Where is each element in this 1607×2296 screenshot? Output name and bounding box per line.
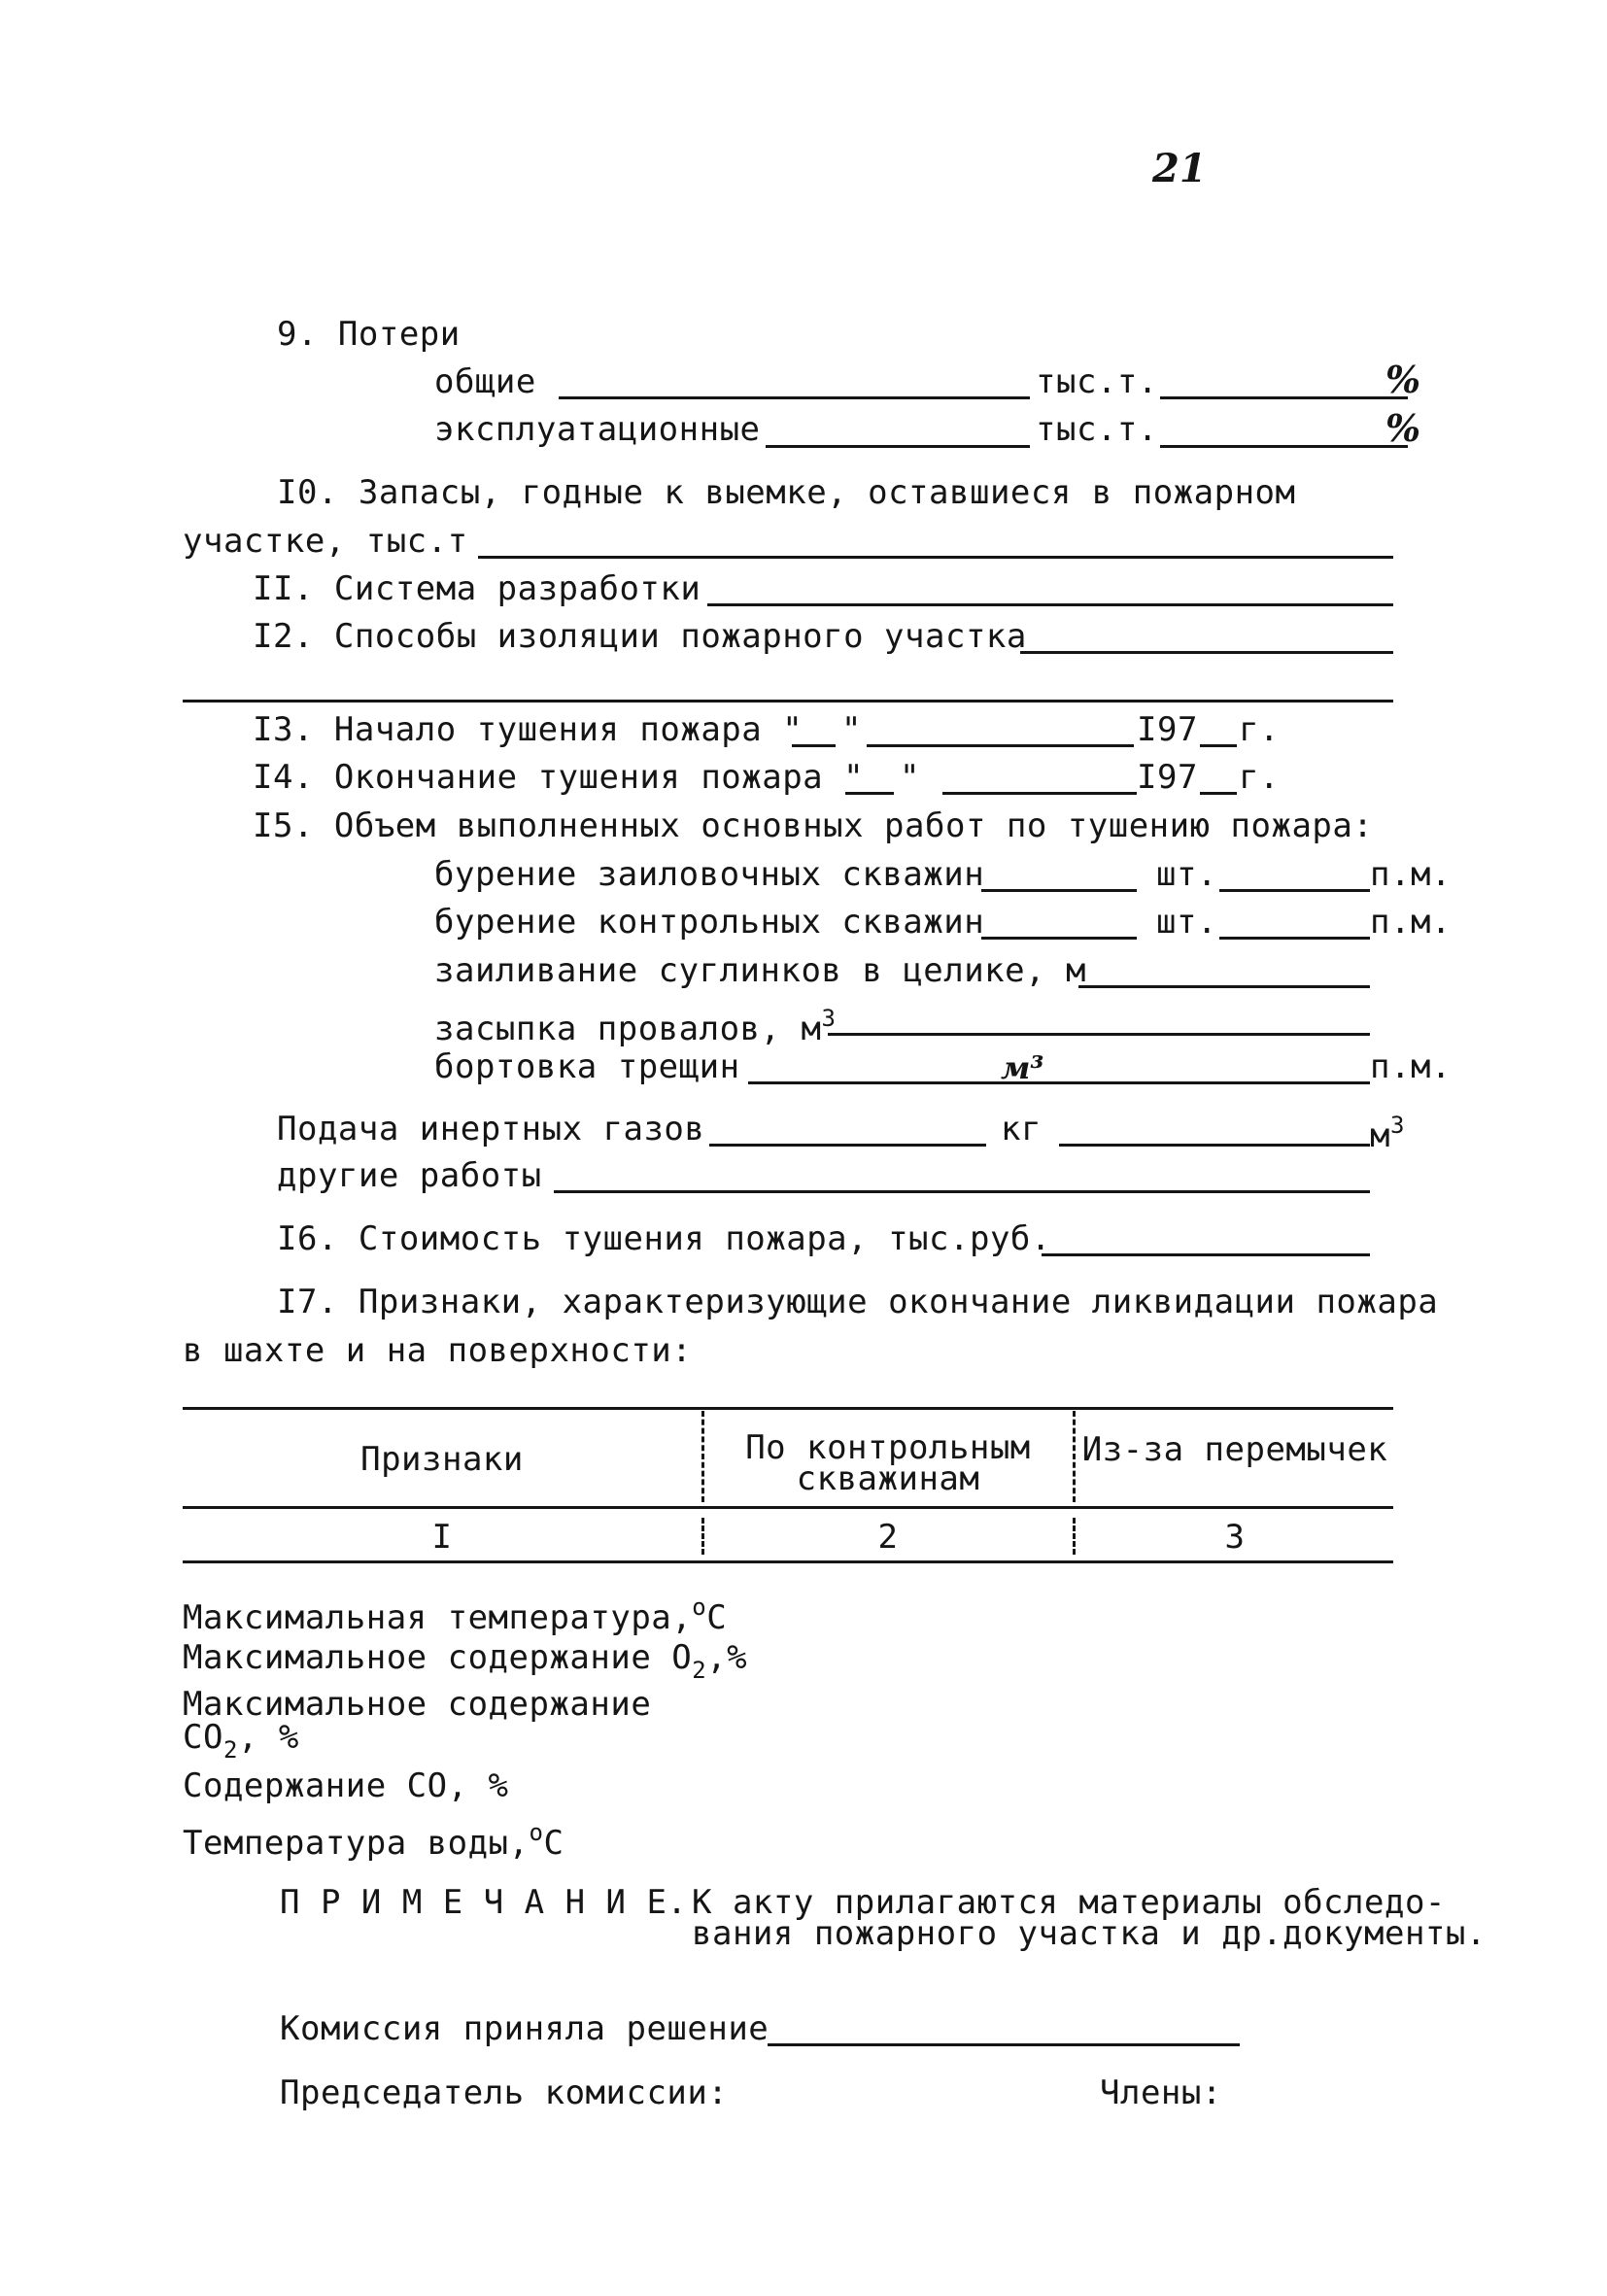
item16-field[interactable] [1042,1253,1370,1256]
item15-inert-gas-m-field[interactable] [1059,1144,1370,1147]
row-max-co2-line1: Максимальное содержание [183,1685,652,1724]
row-max-o2: Максимальное содержание $О_2,\%$ [183,1638,748,1684]
table-header-rule [183,1506,1393,1509]
item15-other-works-field[interactable] [554,1190,1370,1193]
item9-operational-percent: % [1385,406,1421,450]
row-water-temperature: Температура воды,$^о$С [183,1819,564,1863]
item9-general-field[interactable] [559,396,1030,399]
item10-field[interactable] [478,556,1393,559]
item15-drill-silting-pcs: шт. [1156,855,1217,894]
item15-inert-gas-kg: кг [1001,1110,1042,1148]
page-number: 21 [1152,146,1207,191]
item14-label: I4. Окончание тушения пожара " [253,758,865,797]
item10-line1: I0. Запасы, годные к выемке, оставшиеся в пожарном [277,473,1296,512]
table-top-rule [183,1407,1393,1410]
note-label: П Р И М Е Ч А Н И Е. [280,1883,688,1922]
item17-line2: в шахте и на поверхности: [183,1331,693,1370]
table-header-signs: Признаки [360,1440,524,1479]
item11-label: II. Система разработки [253,569,701,608]
item15-sealing-label: бортовка трещин [434,1047,740,1086]
item13-day-field[interactable] [792,744,836,747]
item15-inert-gas-label: Подача инертных газов [277,1110,705,1148]
table-col-number-3: 3 [1224,1518,1246,1557]
note-line2: вания пожарного участка и др.документы. [692,1914,1487,1953]
item13-quote: " [841,710,862,749]
row-co-content: Содержание СО, % [183,1766,509,1805]
item9-operational-field[interactable] [766,445,1030,448]
item17-line1: I7. Признаки, характеризующие окончание ликвидации пожара [277,1283,1439,1321]
item14-month-field[interactable] [942,792,1137,795]
item12-field-continued[interactable] [183,700,1393,703]
item14-day-field[interactable] [845,792,894,795]
item9-operational-percent-field[interactable] [1160,445,1408,448]
item15-drill-control-label: бурение контрольных скважин [434,903,985,942]
item13-year: I97 [1137,710,1198,749]
item15-backfill-label: засыпка провалов, $м^3$ [434,1005,837,1048]
table-header-control-wells-1: По контрольным [745,1428,1031,1467]
item15-inert-gas-kg-field[interactable] [709,1144,986,1147]
item14-year: I97 [1137,758,1198,797]
row-max-temperature: Максимальная температура,$^о$С [183,1593,728,1637]
item15-drill-control-pcs-field[interactable] [981,937,1137,940]
item10-line2: участке, тыс.т [183,522,468,561]
item15-backfill-field[interactable] [828,1033,1370,1036]
table-col-number-1: I [431,1518,453,1557]
item9-general-percent: % [1385,358,1421,401]
item15-heading: I5. Объем выполненных основных работ по тушению пожара: [253,806,1374,845]
item13-label: I3. Начало тушения пожара " [253,710,804,749]
item14-quote: " [900,758,920,797]
item13-month-field[interactable] [867,744,1134,747]
table-number-rule [183,1560,1393,1563]
item14-g: г. [1239,758,1280,797]
item15-drill-silting-pm: п.м. [1370,855,1452,894]
item15-sealing-handwritten: м³ [1001,1049,1044,1086]
commission-decision-label: Комиссия приняла решение [280,2009,769,2048]
item11-field[interactable] [707,603,1393,606]
item15-drill-control-pm: п.м. [1370,903,1452,942]
item12-label: I2. Способы изоляции пожарного участка [253,617,1027,656]
item15-sealing-field[interactable] [748,1081,1370,1084]
item13-g: г. [1239,710,1280,749]
item9-operational-unit: тыс.т. [1036,410,1158,449]
commission-members-label: Члены: [1100,2073,1222,2112]
item12-field[interactable] [1020,651,1393,654]
item15-silting-label: заиливание суглинков в целике, м [434,951,1087,990]
item15-other-works-label: другие работы [277,1156,542,1195]
item15-drill-control-pm-field[interactable] [1219,937,1370,940]
item14-year-field[interactable] [1200,792,1237,795]
item15-drill-silting-pm-field[interactable] [1219,889,1370,892]
note-line1: К акту прилагаются материалы обследо- [692,1883,1446,1922]
item15-silting-field[interactable] [1078,985,1370,988]
commission-chairman-label: Председатель комиссии: [280,2073,729,2112]
item9-general-unit: тыс.т. [1036,362,1158,401]
table-header-control-wells-2: скважинам [796,1459,980,1498]
item15-sealing-pm: п.м. [1370,1047,1452,1086]
item15-inert-gas-m: $м^3$ [1370,1112,1405,1155]
item9-heading: 9. Потери [277,315,461,354]
item9-operational-label: эксплуатационные [434,410,761,449]
commission-decision-field[interactable] [768,2043,1240,2046]
row-max-co2-line2: $СО_2$, % [183,1718,299,1764]
table-col-number-2: 2 [877,1518,899,1557]
item9-general-label: общие [434,362,536,401]
item15-drill-silting-pcs-field[interactable] [981,889,1137,892]
item15-drill-control-pcs: шт. [1156,903,1217,942]
item13-year-field[interactable] [1200,744,1237,747]
item16-label: I6. Стоимость тушения пожара, тыс.руб. [277,1219,1051,1258]
item15-drill-silting-label: бурение заиловочных скважин [434,855,985,894]
table-header-behind-seals: Из-за перемычек [1081,1430,1388,1469]
item9-general-percent-field[interactable] [1160,396,1408,399]
